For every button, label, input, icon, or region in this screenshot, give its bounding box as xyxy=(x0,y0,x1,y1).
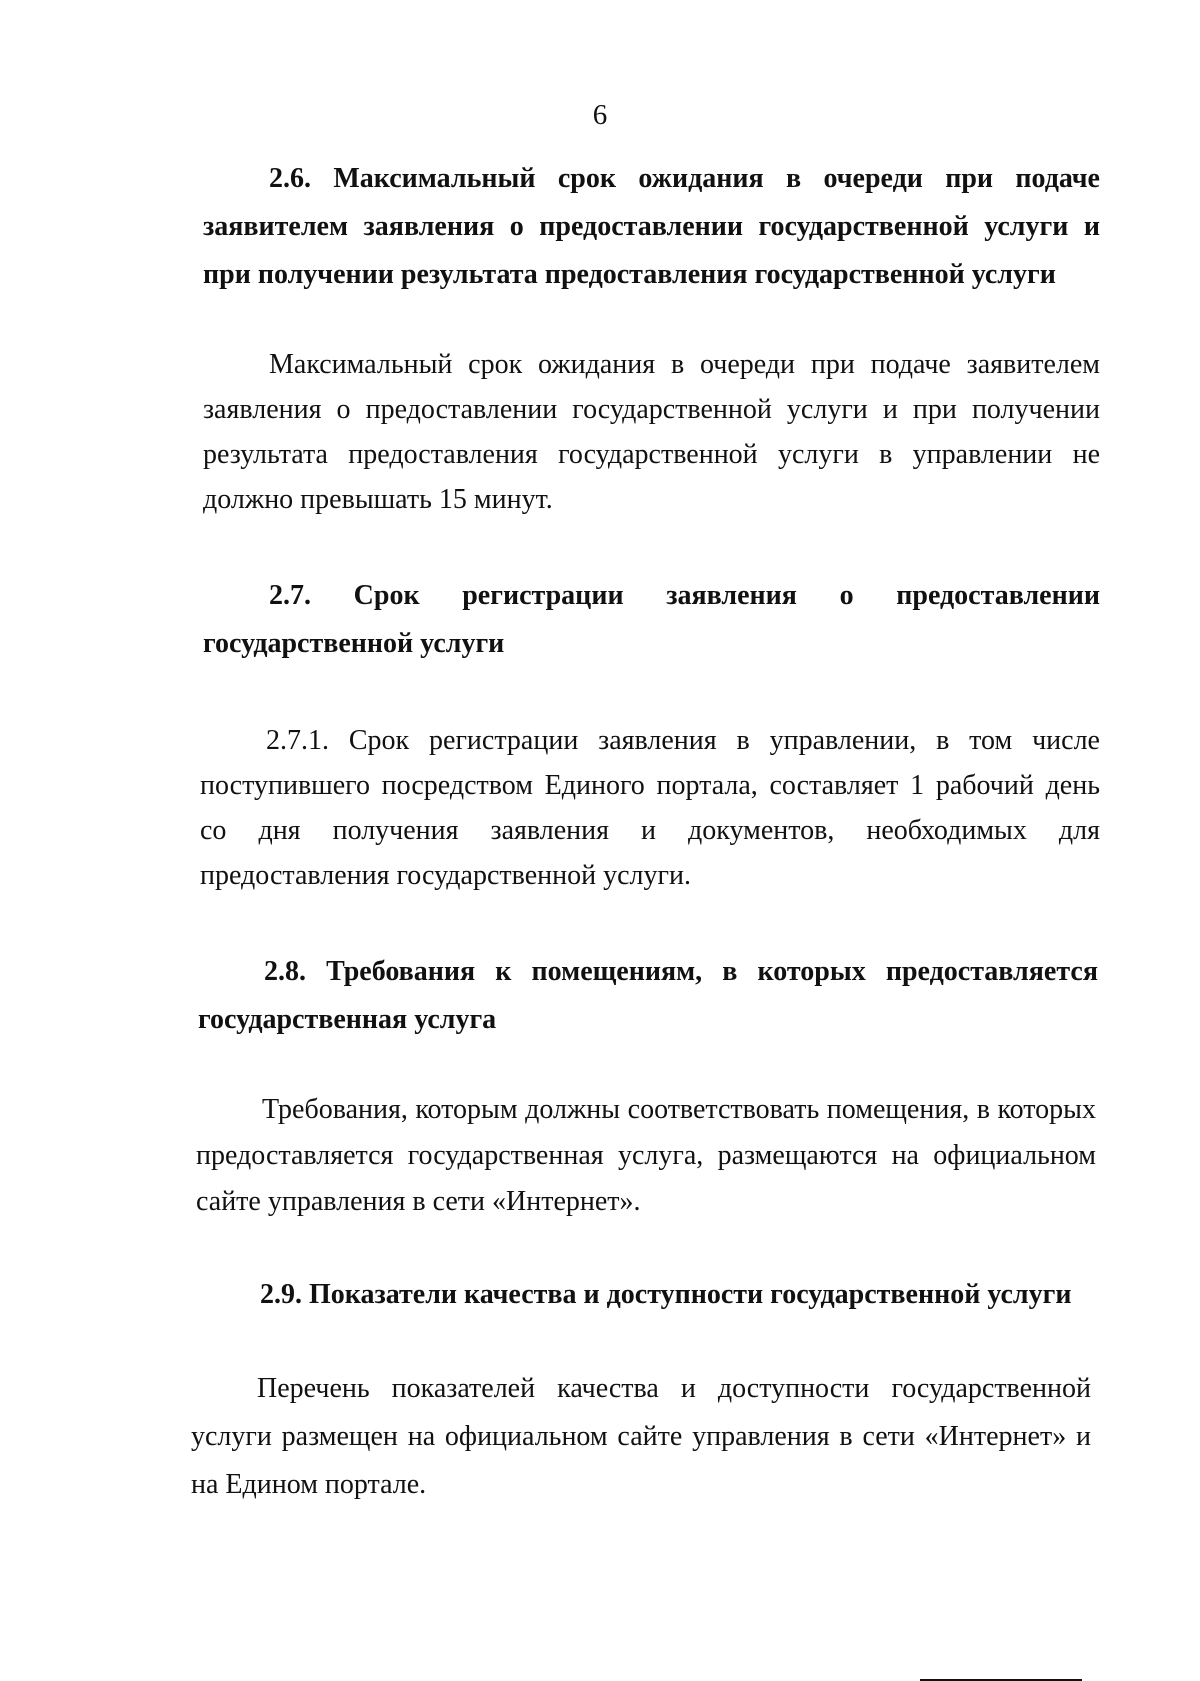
section-paragraph-2-8: Требования, которым должны соответствовать помещения, в которых предоставляется государственная услуга, размещаются на официальном сайте управления в сети «Интернет». xyxy=(196,1094,1096,1217)
section-paragraph-2-9: Перечень показателей качества и доступности государственной услуги размещен на официальном сайте управления в сети «Интернет» и на Едином портале. xyxy=(191,1373,1091,1500)
section-heading-2-8: 2.8. Требования к помещениям, в которых предоставляется государственная услуга xyxy=(198,956,1098,1035)
section-heading-2-6: 2.6. Максимальный срок ожидания в очереди при подаче заявителем заявления о предоставлении государственной услуги и при получении результата предоставления государственной услуги xyxy=(203,163,1100,290)
section-heading-2-9: 2.9. Показатели качества и доступности государственной услуги xyxy=(260,1279,1072,1310)
section-paragraph-2-7-1: 2.7.1. Срок регистрации заявления в управлении, в том числе поступившего посредством Единого портала, составляет 1 рабочий день со дня получения заявления и документов, необходимых для предоставления государственной услуги. xyxy=(200,725,1100,891)
page-number: 6 xyxy=(592,99,608,131)
section-heading-2-7: 2.7. Срок регистрации заявления о предоставлении государственной услуги xyxy=(203,580,1100,659)
section-paragraph-2-6: Максимальный срок ожидания в очереди при подаче заявителем заявления о предоставлении государственной услуги и при получении результата предоставления государственной услуги в управлении не должно превышать 15 минут. xyxy=(203,349,1100,515)
